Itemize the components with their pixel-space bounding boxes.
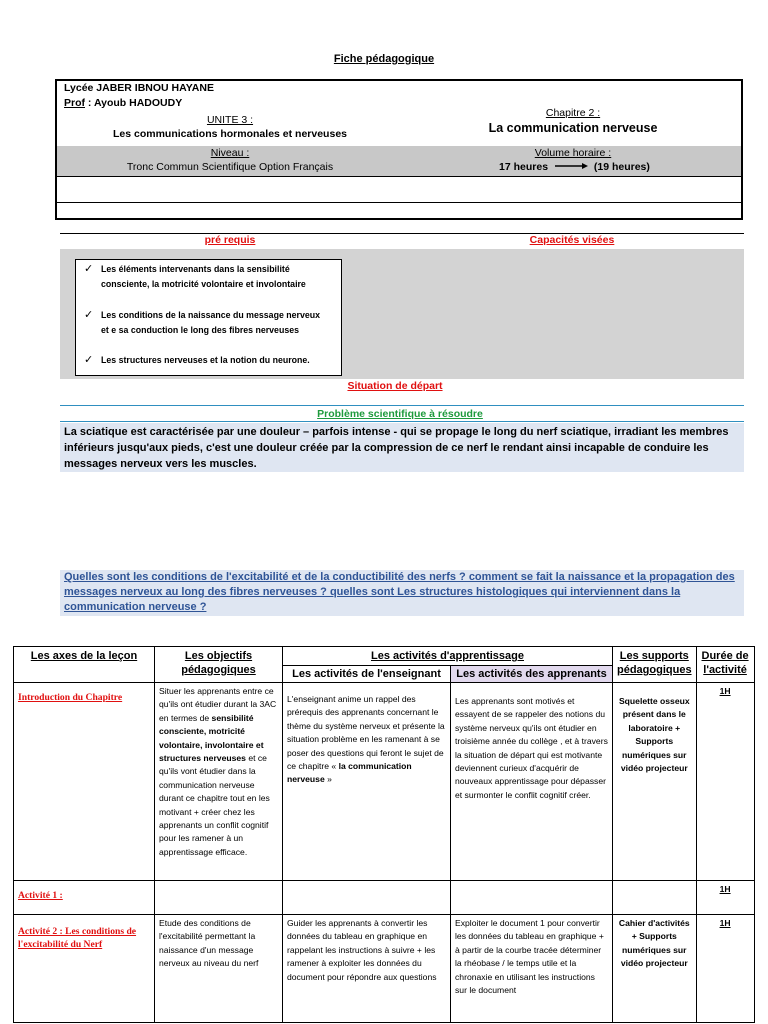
prof-label: Prof (64, 97, 85, 109)
prof-name: : Ayoub HADOUDY (85, 97, 183, 109)
cell-axe (14, 915, 155, 1023)
cell-duree: 1H (696, 881, 754, 915)
cell-enseignant (283, 683, 451, 881)
enseignant-text-a: L'enseignant anime un rappel des prérequis des apprenants concernant le thème du système nerveux et présente la situation problème en les ramenant à se poser des questions qui feront le sujet de ce chapitre « (287, 694, 445, 772)
header-duree: Durée de l'activité (696, 647, 754, 683)
prereq-item (84, 353, 339, 368)
cell-enseignant: Guider les apprenants à convertir les données du tableau en graphique en rappelant les instructions à suivre + les ramener à exploiter les données du document pour répondre aux questions (283, 915, 451, 1023)
header-supports: Les supports pédagogiques (613, 647, 697, 683)
cell-apprenants: Exploiter le document 1 pour convertir les données du tableau en graphique + à partir de la courbe tracée déterminer la rhéobase / le temps utile et la chronaxie en utilisant les instructions sur le document (451, 915, 613, 1023)
checkmark-icon: ✓ (84, 354, 94, 366)
prereq-item-line1: Les structures nerveuses et la notion du neurone. (101, 355, 310, 365)
question-text: Quelles sont les conditions de l'excitabilité et de la conductibilité des nerfs ? comment se fait la naissance et la propagation des messages nerveux au long des fibres nerveuses ? quelles sont Les structures histologiques qui interviennent dans la communication nerveuse ? (64, 571, 735, 613)
chapitre-label: Chapitre 2 : (545, 107, 601, 119)
cell-apprenants (451, 881, 613, 915)
header-axes: Les axes de la leçon (14, 647, 155, 683)
cell-objectif (155, 683, 283, 881)
cell-objectif: Etude des conditions de l'excitabilité permettant la naissance d'un message nerveux au niveau du nerf (155, 915, 283, 1023)
cell-supports: Squelette osseux présent dans le laboratoire + Supports numériques sur vidéo projecteur (613, 683, 697, 881)
header-divider-1 (57, 176, 741, 177)
prereq-label: pré requis (204, 234, 256, 246)
prereq-item-line2: et e sa conduction le long des fibres nerveuses (101, 325, 299, 335)
volume-value (499, 161, 650, 173)
prereq-item (84, 262, 339, 292)
volume-label: Volume horaire : (534, 147, 612, 159)
cell-axe (14, 683, 155, 881)
cell-enseignant (283, 881, 451, 915)
checkmark-icon: ✓ (84, 309, 94, 321)
header-objectifs: Les objectifs pédagogiques (155, 647, 283, 683)
axe-label: Activité 2 : Les conditions de l'excitabilité du Nerf (18, 926, 137, 951)
objectif-text-c: et ce qu'ils vont étudier dans la communication nerveuse durant ce chapitre tout en les motivant + créer chez les apprenants un conflit cognitif pour les ramener à un apprentissage efficace. (159, 753, 270, 857)
school-name: Lycée JABER IBNOU HAYANE (64, 82, 214, 94)
unite-label: UNITE 3 : (206, 114, 254, 126)
axe-label: Introduction du Chapitre (18, 692, 123, 703)
document-title: Fiche pédagogique (333, 53, 435, 65)
volume-value-a: 17 heures (499, 161, 549, 173)
axe-label: Activité 1 : (18, 890, 63, 901)
cell-objectif (155, 881, 283, 915)
prereq-item-line2: consciente, la motricité volontaire et involontaire (101, 279, 306, 289)
header-activites: Les activités d'apprentissage (283, 647, 613, 666)
cell-duree: 1H (696, 915, 754, 1023)
unite-title: Les communications hormonales et nerveuses (113, 128, 347, 140)
prereq-list (75, 259, 342, 376)
cell-duree: 1H (696, 683, 754, 881)
chapitre-title: La communication nerveuse (488, 121, 658, 135)
objectif-text-a: Situer les apprenants entre ce qu'ils ont étudier durant la 3AC en termes de (159, 686, 277, 723)
niveau-label: Niveau : (210, 147, 250, 159)
arrow-right-icon (553, 161, 589, 173)
cell-axe (14, 881, 155, 915)
header-enseignant: Les activités de l'enseignant (283, 666, 451, 683)
probleme-label: Problème scientifique à résoudre (317, 408, 483, 420)
header-apprenants: Les activités des apprenants (451, 666, 613, 683)
prereq-item-line1: Les conditions de la naissance du message nerveux (101, 310, 321, 320)
table-row (14, 683, 755, 881)
table-row (14, 881, 755, 915)
probleme-rule (60, 421, 744, 422)
niveau-value: Tronc Commun Scientifique Option Français (126, 161, 334, 173)
prereq-item (84, 308, 339, 338)
table-row (14, 915, 755, 1023)
prof-line (64, 97, 182, 109)
situation-label: Situation de départ (347, 380, 443, 392)
prereq-item-line1: Les éléments intervenants dans la sensibilité (101, 264, 290, 274)
volume-value-b: (19 heures) (593, 161, 650, 173)
probleme-text: La sciatique est caractérisée par une douleur – parfois intense - qui se propage le long du nerf sciatique, irradiant les membres inférieurs jusqu'aux pieds, c'est une douleur créée par la compression de ce nerf le rendant ainsi incapable de conduire les messages nerveux vers les muscles. (64, 426, 729, 470)
cell-supports (613, 881, 697, 915)
cell-supports: Cahier d'activités + Supports numériques sur vidéo projecteur (613, 915, 697, 1023)
enseignant-text-c: » (324, 774, 332, 785)
objectif-text-b: sensibilité consciente, motricité volontaire, involontaire et structures nerveuses (159, 712, 264, 764)
header-divider-2 (57, 202, 741, 203)
capacites-label: Capacités visées (529, 234, 615, 246)
checkmark-icon: ✓ (84, 263, 94, 275)
lesson-table (13, 646, 755, 1023)
situation-rule (60, 405, 744, 406)
cell-apprenants: Les apprenants sont motivés et essayent de se rappeler des notions du système nerveux qu'ils ont étudier en troisième année du collège , et à travers la situation de départ qui est motivante deviennent curieux d'acquérir de nouveaux apprentissage pour dépasser et surmonter le conflit cognitif créer. (451, 683, 613, 881)
enseignant-text-b: la communication nerveuse (287, 761, 412, 785)
